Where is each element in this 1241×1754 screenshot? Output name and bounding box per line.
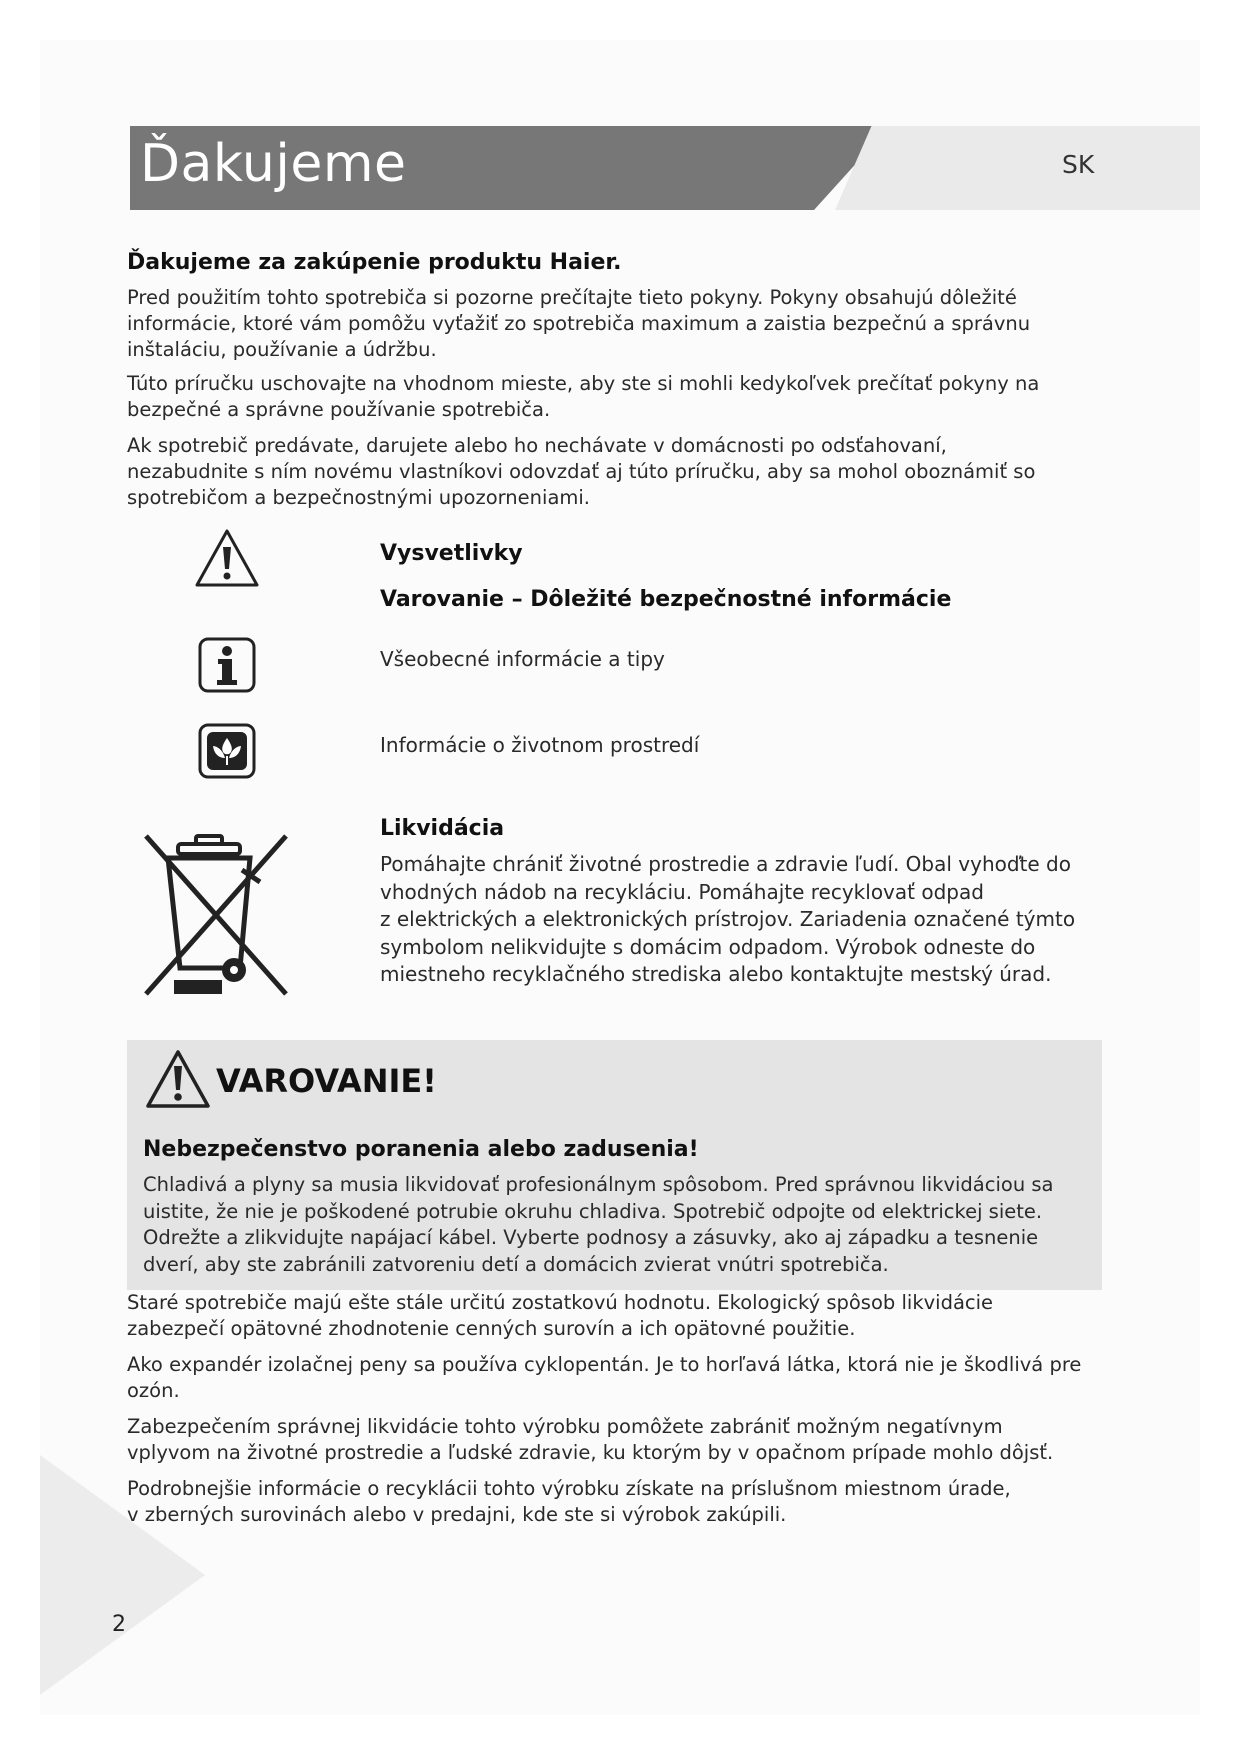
text-line: z elektrických a elektronických prístrojov. Zariadenia označené týmto <box>380 907 1076 931</box>
warning-triangle-icon <box>193 527 261 589</box>
disposal-title: Likvidácia <box>380 816 505 841</box>
text-line: vhodných nádob na recykláciu. Pomáhajte recyklovať odpad <box>380 879 984 904</box>
legend-title: Vysvetlivky <box>380 541 523 566</box>
header-accent <box>835 126 1200 210</box>
text-line: bezpečné a správne používanie spotrebiča. <box>127 398 551 421</box>
info-icon <box>197 636 257 694</box>
page-number: 2 <box>112 1612 126 1637</box>
text-line: vplyvom na životné prostredie a ľudské zdravie, ku ktorým by v opačnom prípade mohlo dôjsť. <box>127 1441 1054 1464</box>
text-line: symbolom nelikvidujte s domácim odpadom. Výrobok odneste do <box>380 934 1036 959</box>
intro-paragraph-2 <box>127 371 1082 423</box>
text-line: Odrežte a zlikvidujte napájací kábel. Vyberte podnosy a zásuvky, ako aj západku a tesnenie <box>143 1226 1039 1249</box>
text-line: Chladivá a plyny sa musia likvidovať profesionálnym spôsobom. Pred správnou likvidáciou sa <box>143 1173 1054 1196</box>
text-line: spotrebičom a bezpečnostnými upozorneniami. <box>127 486 591 509</box>
text-line: v zberných surovinách alebo v predajni, kde ste si výrobok zakúpili. <box>127 1503 787 1526</box>
text-line: Zabezpečením správnej likvidácie tohto výrobku pomôžete zabrániť možným negatívnym <box>127 1415 1003 1438</box>
closing-paragraph-3 <box>127 1414 1082 1466</box>
intro-paragraph-1 <box>127 285 1082 363</box>
warning-triangle-icon <box>144 1048 212 1110</box>
text-line: Ak spotrebič predávate, darujete alebo ho nechávate v domácnosti po odsťahovaní, <box>127 434 947 457</box>
legend-environment-label: Informácie o životnom prostredí <box>380 733 700 757</box>
text-line: informácie, ktoré vám pomôžu vyťažiť zo spotrebiča maximum a zaistia bezpečnú a správnu <box>127 312 1031 335</box>
text-line: Pomáhajte chrániť životné prostredie a zdravie ľudí. Obal vyhoďte do <box>380 852 1071 876</box>
warning-title: VAROVANIE! <box>216 1062 437 1100</box>
text-line: Staré spotrebiče majú ešte stále určitú zostatkovú hodnotu. Ekologický spôsob likvidácie <box>127 1291 994 1314</box>
closing-paragraph-1 <box>127 1290 1082 1342</box>
text-line: nezabudnite s ním novému vlastníkovi odovzdať aj túto príručku, aby sa mohol oboznámiť so <box>127 460 1036 483</box>
text-line: inštaláciu, používanie a údržbu. <box>127 338 437 361</box>
page-title: Ďakujeme <box>140 134 407 194</box>
intro-paragraph-3 <box>127 433 1082 511</box>
text-line: dverí, aby ste zabránili zatvoreniu detí a domácich zvierat vnútri spotrebiča. <box>143 1252 889 1276</box>
disposal-paragraph <box>380 851 1100 989</box>
text-line: ozón. <box>127 1379 180 1402</box>
text-line: zabezpečí opätovné zhodnotenie cenných surovín a ich opätovné použitie. <box>127 1317 856 1340</box>
text-line: Pred použitím tohto spotrebiča si pozorne prečítajte tieto pokyny. Pokyny obsahujú dôležité <box>127 286 1017 309</box>
warning-subtitle: Nebezpečenstvo poranenia alebo zadusenia! <box>143 1137 699 1162</box>
environment-icon <box>197 722 257 780</box>
text-line: Ako expandér izolačnej peny sa používa cyklopentán. Je to horľavá látka, ktorá nie je škodlivá pre <box>127 1353 1082 1376</box>
text-line: Túto príručku uschovajte na vhodnom mieste, aby ste si mohli kedykoľvek prečítať pokyny na <box>127 372 1040 395</box>
closing-paragraph-2 <box>127 1352 1082 1404</box>
closing-paragraph-4 <box>127 1476 1082 1528</box>
warning-paragraph <box>143 1172 1093 1278</box>
crossed-bin-icon <box>138 830 294 1000</box>
text-line: miestneho recyklačného strediska alebo kontaktujte mestský úrad. <box>380 962 1052 986</box>
legend-info-label: Všeobecné informácie a tipy <box>380 647 665 671</box>
legend-warning-label: Varovanie – Dôležité bezpečnostné informácie <box>380 587 952 612</box>
language-code: SK <box>1062 150 1095 179</box>
intro-heading: Ďakujeme za zakúpenie produktu Haier. <box>127 250 622 275</box>
text-line: uistite, že nie je poškodené potrubie okruhu chladiva. Spotrebič odpojte od elektrickej siete. <box>143 1199 1043 1223</box>
text-line: Podrobnejšie informácie o recyklácii tohto výrobku získate na príslušnom miestnom úrade, <box>127 1477 1011 1500</box>
